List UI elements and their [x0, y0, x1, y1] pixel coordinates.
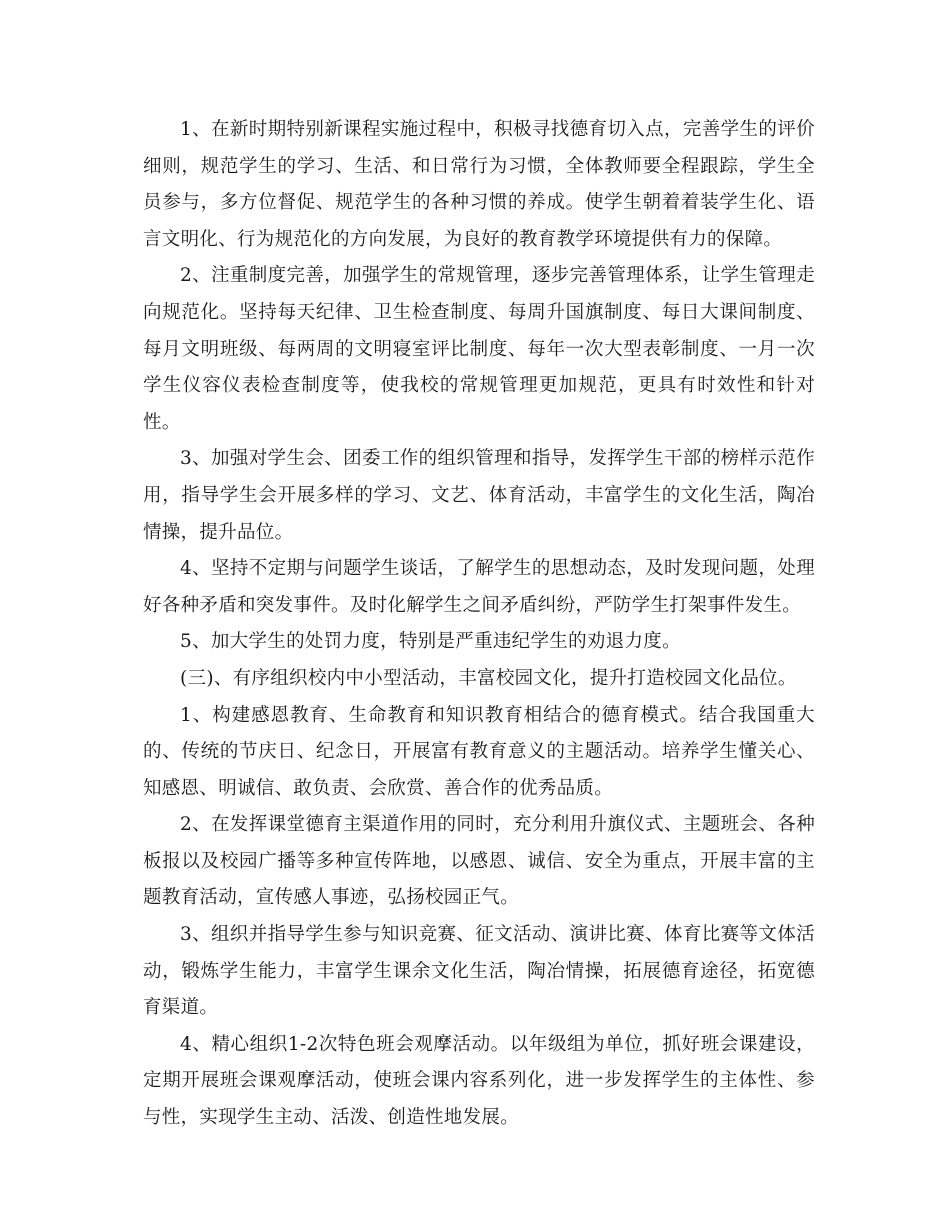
paragraph-5: 5、加大学生的处罚力度，特别是严重违纪学生的劝退力度。 — [180, 631, 681, 653]
paragraph-2: 2、注重制度完善，加强学生的常规管理，逐步完善管理体系，让学生管理走向规范化。坚持每天纪律、卫生检查制度、每周升国旗制度、每日大课间制度、每月文明班级、每两周的文明寝室评比制度、每年一次大型表彰制度、一月一次学生仪容仪表检查制度等，使我校的常规管理更加规范，更具有时效性和针对性。 — [143, 265, 815, 433]
paragraph-6: 1、构建感恩教育、生命教育和知识教育相结合的德育模式。结合我国重大的、传统的节庆日、纪念日，开展富有教育意义的主题活动。培养学生懂关心、知感恩、明诚信、敢负责、会欣赏、善合作的优秀品质。 — [143, 704, 815, 799]
paragraph-9: 4、精心组织1-2次特色班会观摩活动。以年级组为单位，抓好班会课建设，定期开展班会课观摩活动，使班会课内容系列化，进一步发挥学生的主体性、参与性，实现学生主动、活泼、创造性地发展。 — [143, 1033, 815, 1129]
paragraph-1: 1、在新时期特别新课程实施过程中，积极寻找德育切入点，完善学生的评价细则，规范学生的学习、生活、和日常行为习惯，全体教师要全程跟踪，学生全员参与，多方位督促、规范学生的各种习惯的养成。使学生朝着着装学生化、语言文明化、行为规范化的方向发展，为良好的教育教学环境提供有力的保障。 — [143, 119, 815, 250]
paragraph-4: 4、坚持不定期与问题学生谈话，了解学生的思想动态，及时发现问题，处理好各种矛盾和突发事件。及时化解学生之间矛盾纠纷，严防学生打架事件发生。 — [143, 558, 815, 616]
paragraph-8: 3、组织并指导学生参与知识竞赛、征文活动、演讲比赛、体育比赛等文体活动，锻炼学生能力，丰富学生课余文化生活，陶冶情操，拓展德育途径，拓宽德育渠道。 — [143, 924, 815, 1019]
paragraph-3: 3、加强对学生会、团委工作的组织管理和指导，发挥学生干部的榜样示范作用，指导学生会开展多样的学习、文艺、体育活动，丰富学生的文化生活，陶冶情操，提升品位。 — [143, 448, 815, 543]
section-heading-3: (三)、有序组织校内中小型活动，丰富校园文化，提升打造校园文化品位。 — [180, 667, 797, 689]
paragraph-7: 2、在发挥课堂德育主渠道作用的同时，充分利用升旗仪式、主题班会、各种板报以及校园广播等多种宣传阵地，以感恩、诚信、安全为重点，开展丰富的主题教育活动，宣传感人事迹，弘扬校园正气。 — [143, 814, 815, 909]
document-body — [143, 112, 815, 1137]
